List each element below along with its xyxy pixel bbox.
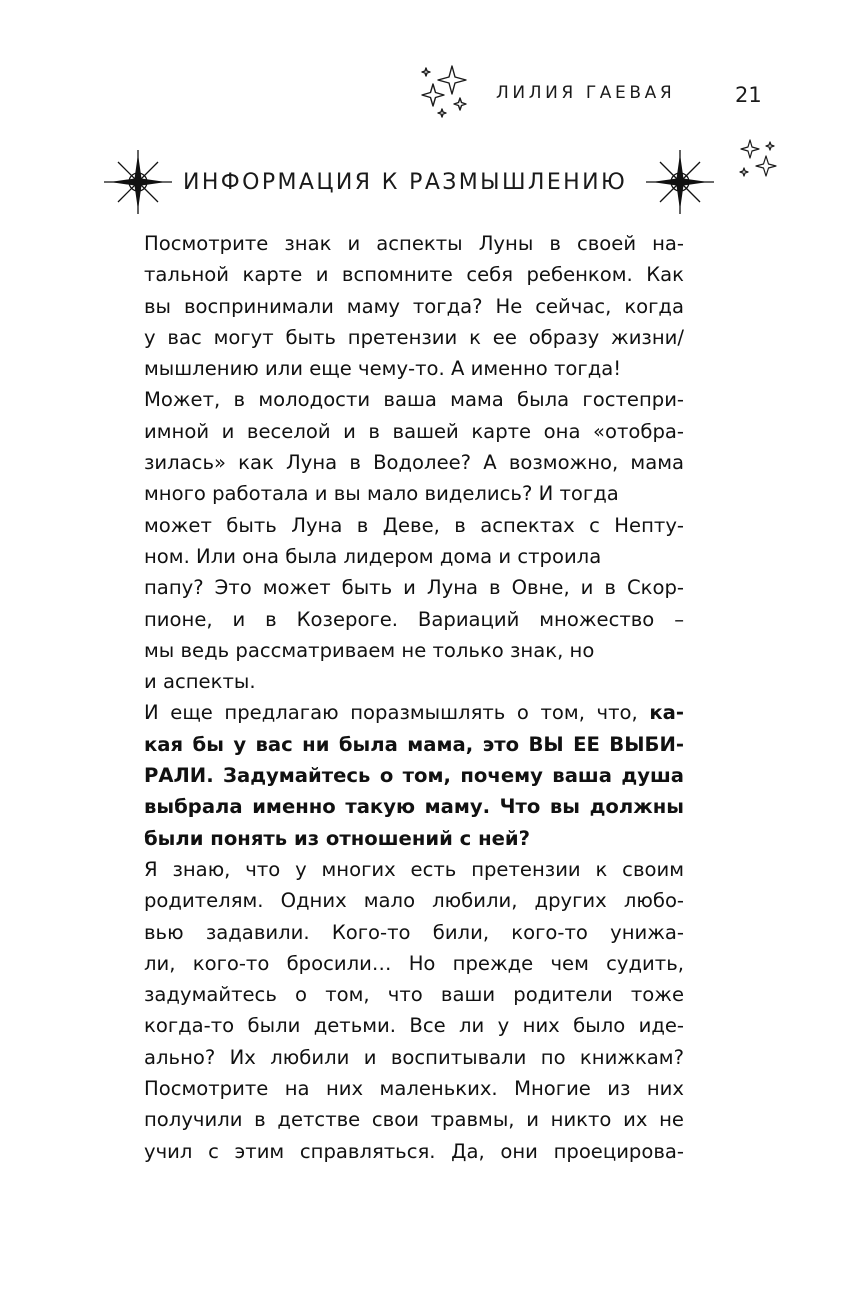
running-head-author: ЛИЛИЯ ГАЕВАЯ [496, 83, 676, 103]
text-line: может быть Луна в Деве, в аспектах с Непту- [144, 513, 684, 537]
text-line: задумайтесь о том, что ваши родители тоже [144, 983, 684, 1007]
text-line: у вас могут быть претензии к ее образу жизни/ [144, 325, 684, 349]
corner-sparkle-cluster-icon [736, 138, 780, 184]
text-line-bold [144, 729, 684, 760]
text-line: ном. Или она была лидером дома и строила [144, 544, 602, 568]
text-line: Посмотрите знак и аспекты Луны в своей на- [144, 232, 684, 255]
text-line: зилась» как Луна в Водолее? А возможно, мама [144, 451, 684, 475]
text-line: Может, в молодости ваша мама была гостепри- [144, 388, 684, 412]
text-line: много работала и вы мало виделись? И тогда [144, 482, 619, 506]
text-line: вы воспринимали маму тогда? Не сейчас, когда [144, 294, 684, 318]
section-left-compass-star-icon [104, 150, 172, 214]
text-line: имной и веселой и в вашей карте она «отобра- [144, 419, 684, 443]
text-segment-bold: кая бы у вас ни была мама, это ВЫ ЕЕ ВЫБИ- [144, 732, 684, 756]
text-line: пионе, и в Козероге. Вариаций множество – [144, 607, 684, 631]
text-line: вью задавили. Кого-то били, кого-то унижа- [144, 920, 684, 944]
section-title: ИНФОРМАЦИЯ К РАЗМЫШЛЕНИЮ [183, 170, 628, 195]
text-line: когда-то были детьми. Все ли у них было иде- [144, 1014, 684, 1038]
text-line: мышлению или еще чему-то. А именно тогда! [144, 357, 622, 381]
text-line-bold [144, 823, 684, 854]
text-line: получили в детстве свои травмы, и никто их не [144, 1108, 684, 1132]
text-line: папу? Это может быть и Луна в Овне, и в Скор- [144, 576, 684, 600]
text-line: ально? Их любили и воспитывали по книжкам? [144, 1045, 684, 1069]
text-line-bold [144, 760, 684, 791]
section-right-compass-star-icon [646, 150, 714, 214]
page-number: 21 [735, 83, 762, 107]
header-sparkle-cluster-icon [416, 64, 472, 120]
text-line: Я знаю, что у многих есть претензии к своим [144, 857, 684, 881]
text-line: ли, кого-то бросили… Но прежде чем судить, [144, 951, 684, 975]
text-line: и аспекты. [144, 670, 256, 694]
text-segment-bold: РАЛИ. Задумайтесь о том, почему ваша душа [144, 764, 684, 788]
text-segment-bold: ка- [649, 701, 684, 725]
text-segment-bold: выбрала именно такую маму. Что вы должны [144, 795, 684, 819]
text-line: учил с этим справляться. Да, они проецирова- [144, 1139, 684, 1163]
body-text [144, 228, 684, 1167]
text-line: родителям. Одних мало любили, других любо- [144, 889, 684, 913]
text-line-bold [144, 791, 684, 822]
text-segment-bold: были понять из отношений с ней? [144, 826, 531, 850]
text-line: Посмотрите на них маленьких. Многие из них [144, 1077, 684, 1101]
text-segment: И еще предлагаю поразмышлять о том, что, [144, 701, 650, 725]
text-line-mixed [144, 697, 684, 728]
text-line: мы ведь рассматриваем не только знак, но [144, 638, 595, 662]
text-line: тальной карте и вспомните себя ребенком. Как [144, 263, 684, 287]
